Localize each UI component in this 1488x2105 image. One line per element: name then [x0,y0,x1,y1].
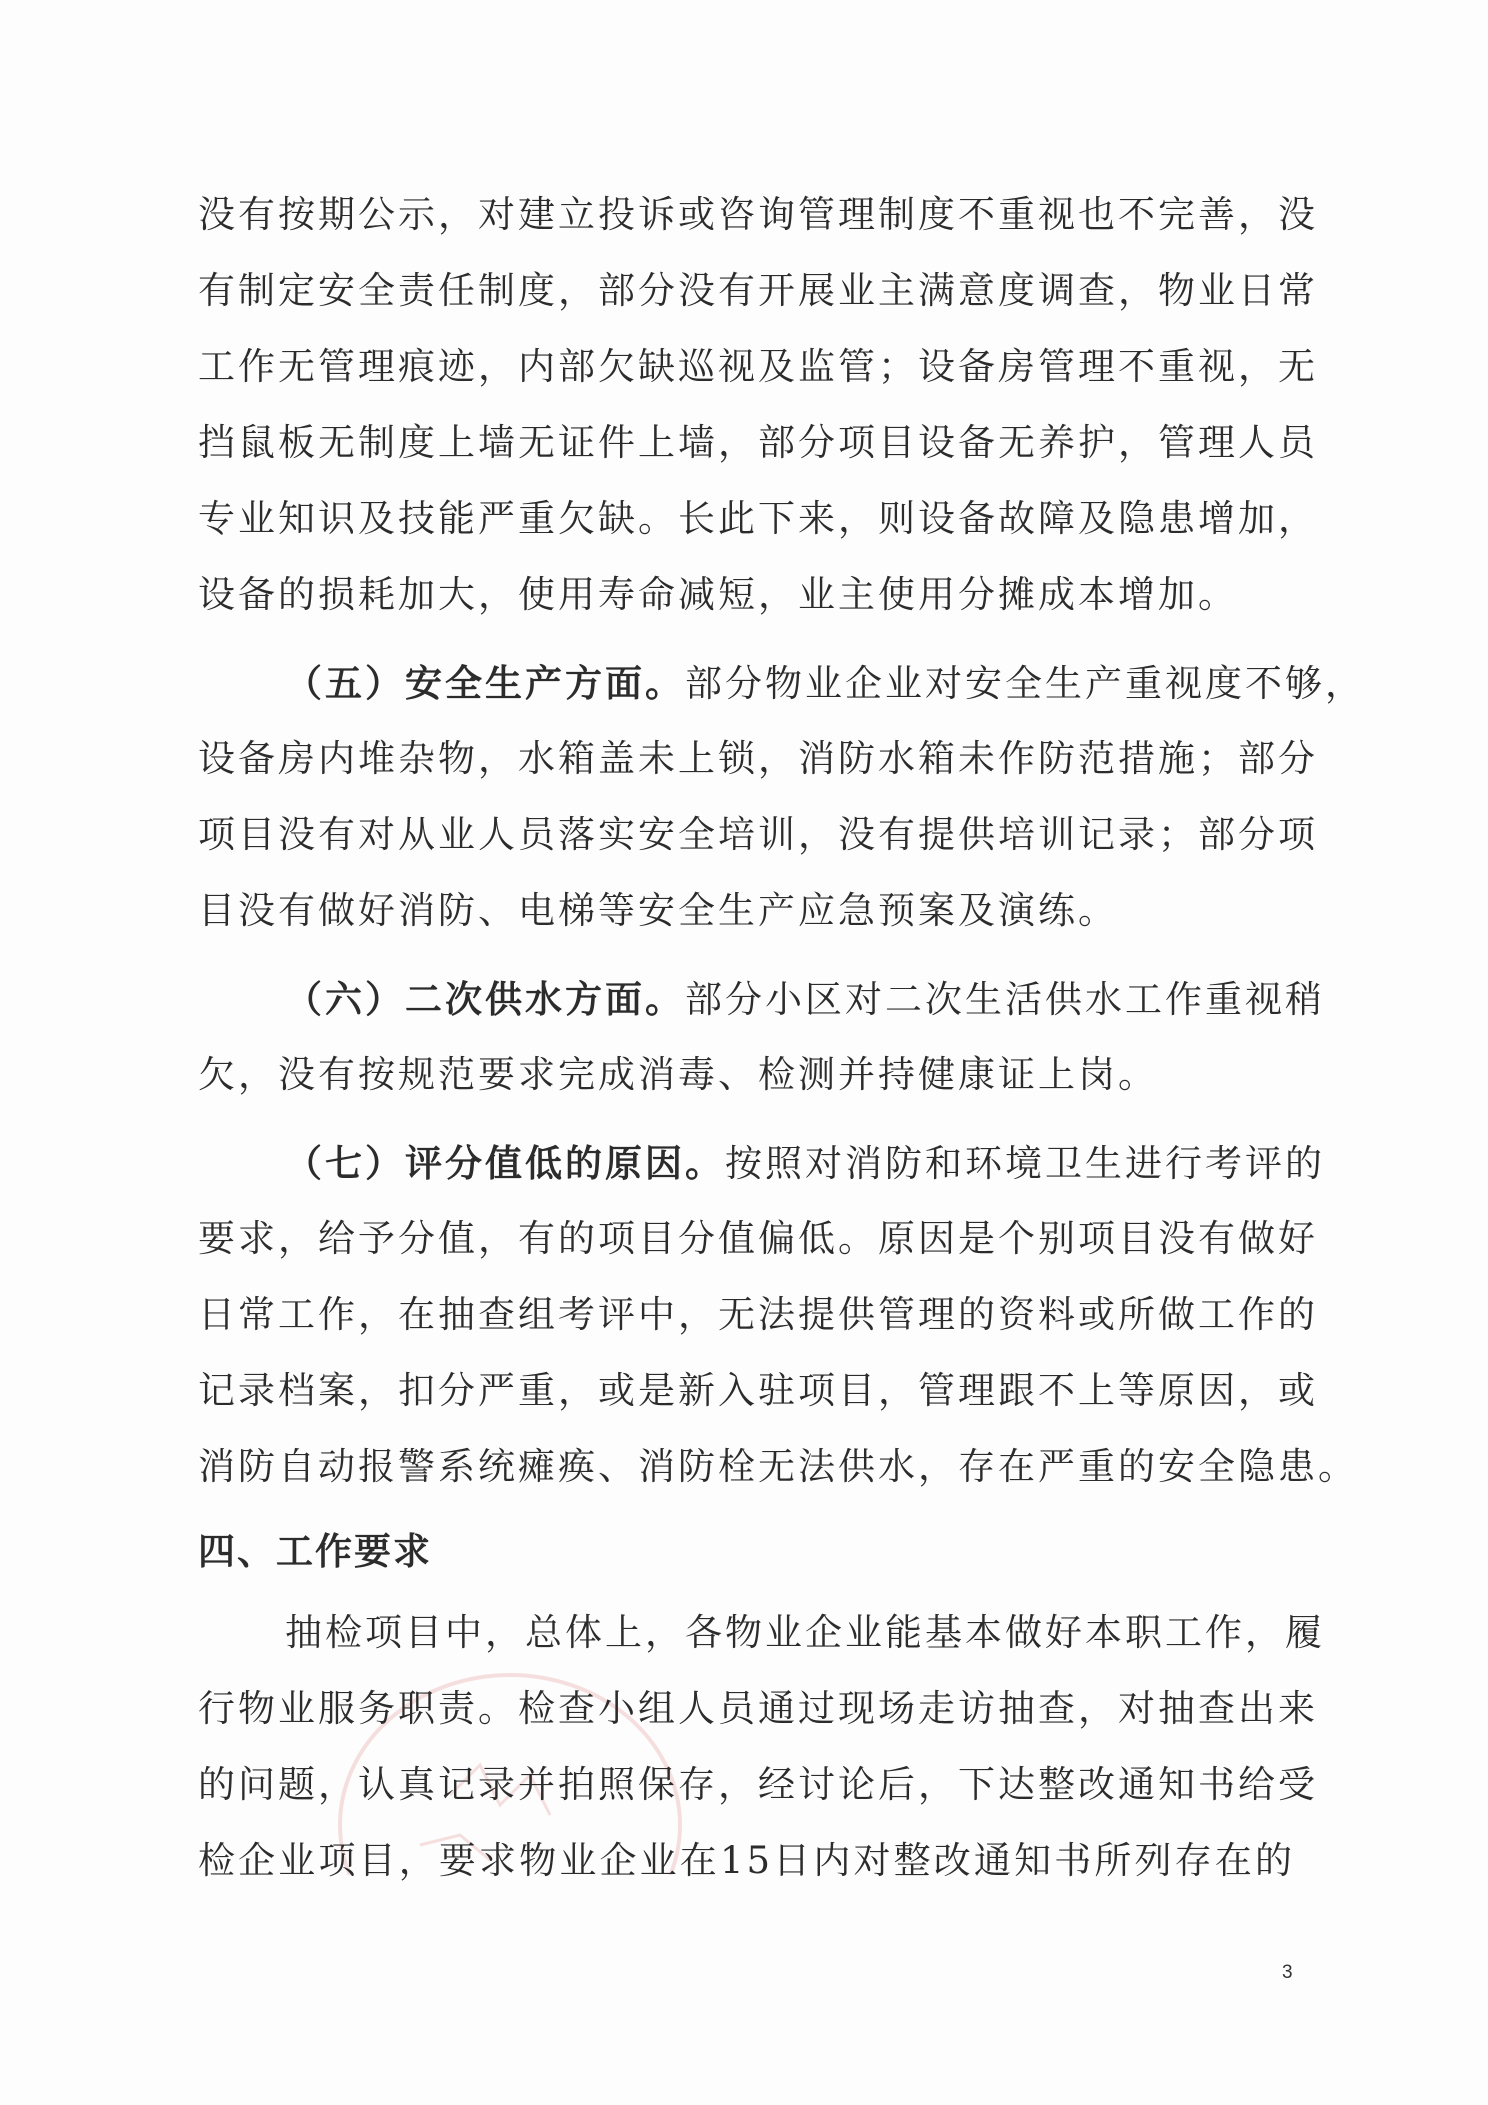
section-five-heading: （五）安全生产方面。 [285,661,685,705]
body-text-line: 欠，没有按规范要求完成消毒、检测并持健康证上岗。 [198,1053,1158,1096]
section-four-heading: 四、工作要求 [198,1529,432,1573]
body-text-line: 行物业服务职责。检查小组人员通过现场走访抽查，对抽查出来 [198,1687,1318,1730]
body-text-line: 消防自动报警系统瘫痪、消防栓无法供水，存在严重的安全隐患。 [198,1445,1358,1488]
section-five-first-line-text: 部分物业企业对安全生产重视度不够， [685,662,1365,705]
body-text-line: 有制定安全责任制度，部分没有开展业主满意度调查，物业日常 [198,269,1318,312]
section-six-first-line [285,969,1325,1029]
section-six-heading: （六）二次供水方面。 [285,977,685,1021]
body-text-line: 设备的损耗加大，使用寿命减短，业主使用分摊成本增加。 [198,573,1238,616]
section-five-first-line [285,653,1365,713]
body-text-line: 专业知识及技能严重欠缺。长此下来，则设备故障及隐患增加， [198,497,1318,540]
section-seven-first-line-text: 按照对消防和环境卫生进行考评的 [725,1142,1325,1185]
section-seven-heading: （七）评分值低的原因。 [285,1141,725,1185]
section-six-first-line-text: 部分小区对二次生活供水工作重视稍 [685,978,1325,1021]
body-text-line: 项目没有对从业人员落实安全培训，没有提供培训记录；部分项 [198,813,1318,856]
body-text-line: 没有按期公示，对建立投诉或咨询管理制度不重视也不完善，没 [198,193,1318,236]
body-text-line: 挡鼠板无制度上墙无证件上墙，部分项目设备无养护，管理人员 [198,421,1318,464]
section-seven-first-line [285,1133,1325,1193]
page-number: 3 [1282,1962,1293,1983]
body-text-line: 检企业项目，要求物业企业在15日内对整改通知书所列存在的 [198,1839,1295,1882]
body-text-line: 的问题，认真记录并拍照保存，经讨论后，下达整改通知书给受 [198,1763,1318,1806]
body-text-line: 目没有做好消防、电梯等安全生产应急预案及演练。 [198,889,1118,932]
section-four-first-line: 抽检项目中，总体上，各物业企业能基本做好本职工作，履 [285,1611,1325,1654]
body-text-line: 设备房内堆杂物，水箱盖未上锁，消防水箱未作防范措施；部分 [198,737,1318,780]
body-text-line: 记录档案，扣分严重，或是新入驻项目，管理跟不上等原因，或 [198,1369,1318,1412]
body-text-line: 要求，给予分值，有的项目分值偏低。原因是个别项目没有做好 [198,1217,1318,1260]
body-text-line: 日常工作，在抽查组考评中，无法提供管理的资料或所做工作的 [198,1293,1318,1336]
body-text-line: 工作无管理痕迹，内部欠缺巡视及监管；设备房管理不重视，无 [198,345,1318,388]
